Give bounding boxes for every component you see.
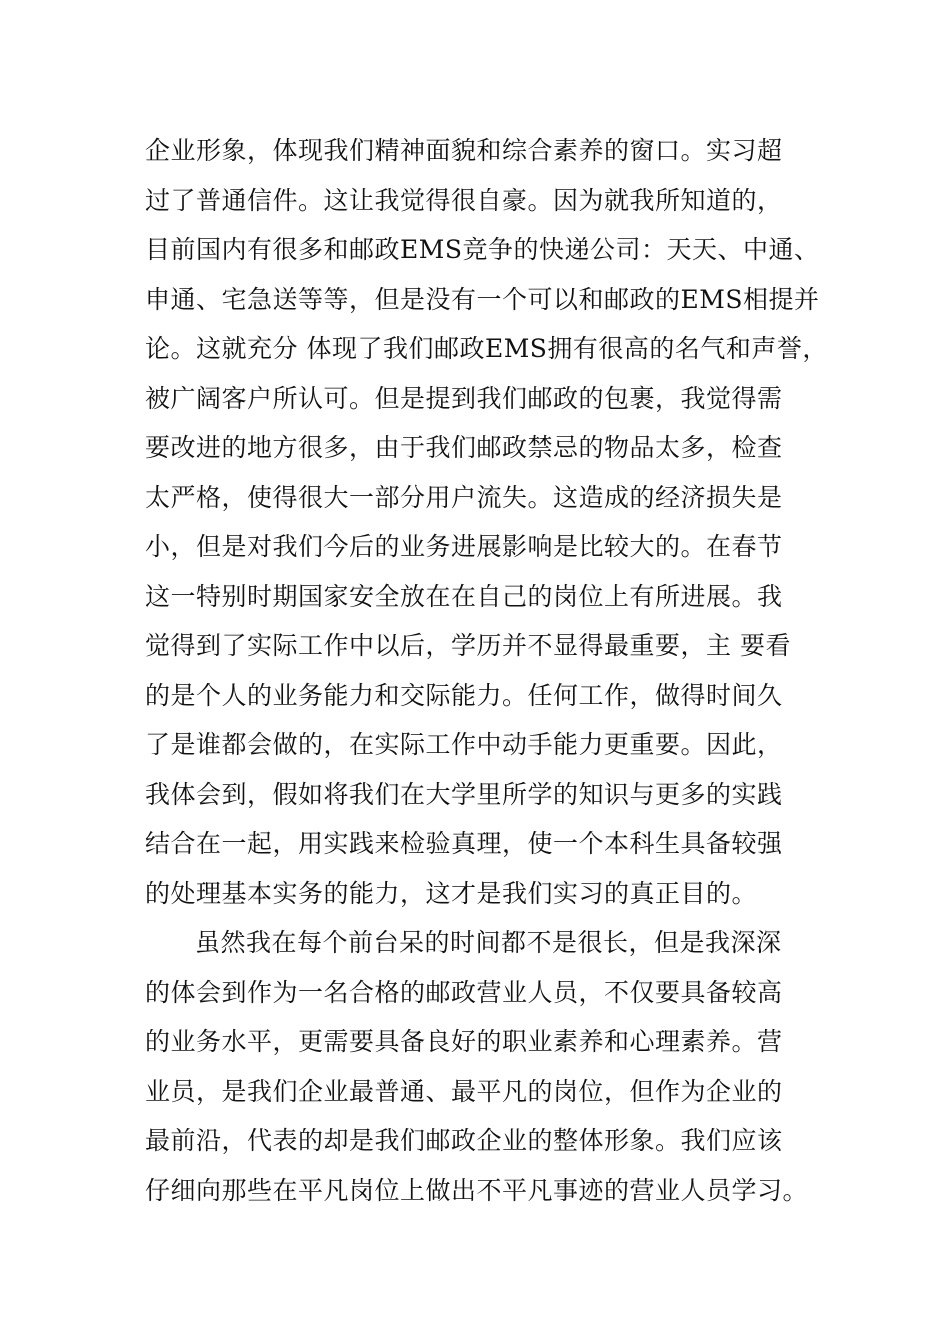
text-line: 申通、宅急送等等，但是没有一个可以和邮政的EMS相提并 (145, 284, 820, 314)
body-text (145, 126, 828, 1215)
text-line: 结合在一起，用实践来检验真理，使一个本科生具备较强 (145, 829, 783, 858)
text-line: 仔细向那些在平凡岗位上做出不平凡事迹的营业人员学习。 (145, 1175, 809, 1205)
text-line: 觉得到了实际工作中以后，学历并不显得最重要，主 要看 (145, 631, 791, 660)
text-line: 要改进的地方很多，由于我们邮政禁忌的物品太多，检查 (145, 433, 783, 462)
text-line: 了是谁都会做的，在实际工作中动手能力更重要。因此， (145, 730, 783, 759)
text-line: 企业形象，体现我们精神面貌和综合素养的窗口。实习超 (145, 136, 783, 165)
text-line: 太严格，使得很大一部分用户流失。这造成的经济损失是 (145, 482, 783, 512)
text-line: 目前国内有很多和邮政EMS竞争的快递公司：天天、中通、 (145, 235, 820, 264)
paragraph-2 (145, 918, 815, 1215)
text-line: 的业务水平，更需要具备良好的职业素养和心理素养。营 (145, 1027, 783, 1056)
text-line: 虽然我在每个前台呆的时间都不是很长，但是我深深 (195, 928, 782, 957)
paragraph-1 (145, 126, 828, 918)
text-line: 小，但是对我们今后的业务进展影响是比较大的。在春节 (145, 532, 783, 561)
text-line: 的是个人的业务能力和交际能力。任何工作，做得时间久 (145, 680, 783, 710)
text-line: 过了普通信件。这让我觉得很自豪。因为就我所知道的， (145, 185, 783, 215)
text-line: 的处理基本实务的能力，这才是我们实习的真正目的。 (145, 878, 758, 908)
text-line: 被广阔客户所认可。但是提到我们邮政的包裹，我觉得需 (145, 383, 783, 413)
text-line: 论。这就充分 体现了我们邮政EMS拥有很高的名气和声誉， (145, 334, 828, 363)
text-line: 的体会到作为一名合格的邮政营业人员，不仅要具备较高 (145, 977, 783, 1007)
text-line: 我体会到，假如将我们在大学里所学的知识与更多的实践 (145, 779, 783, 809)
text-line: 业员，是我们企业最普通、最平凡的岗位，但作为企业的 (145, 1076, 783, 1106)
text-line: 最前沿，代表的却是我们邮政企业的整体形象。我们应该 (145, 1126, 783, 1155)
text-line: 这一特别时期国家安全放在在自己的岗位上有所进展。我 (145, 581, 783, 611)
